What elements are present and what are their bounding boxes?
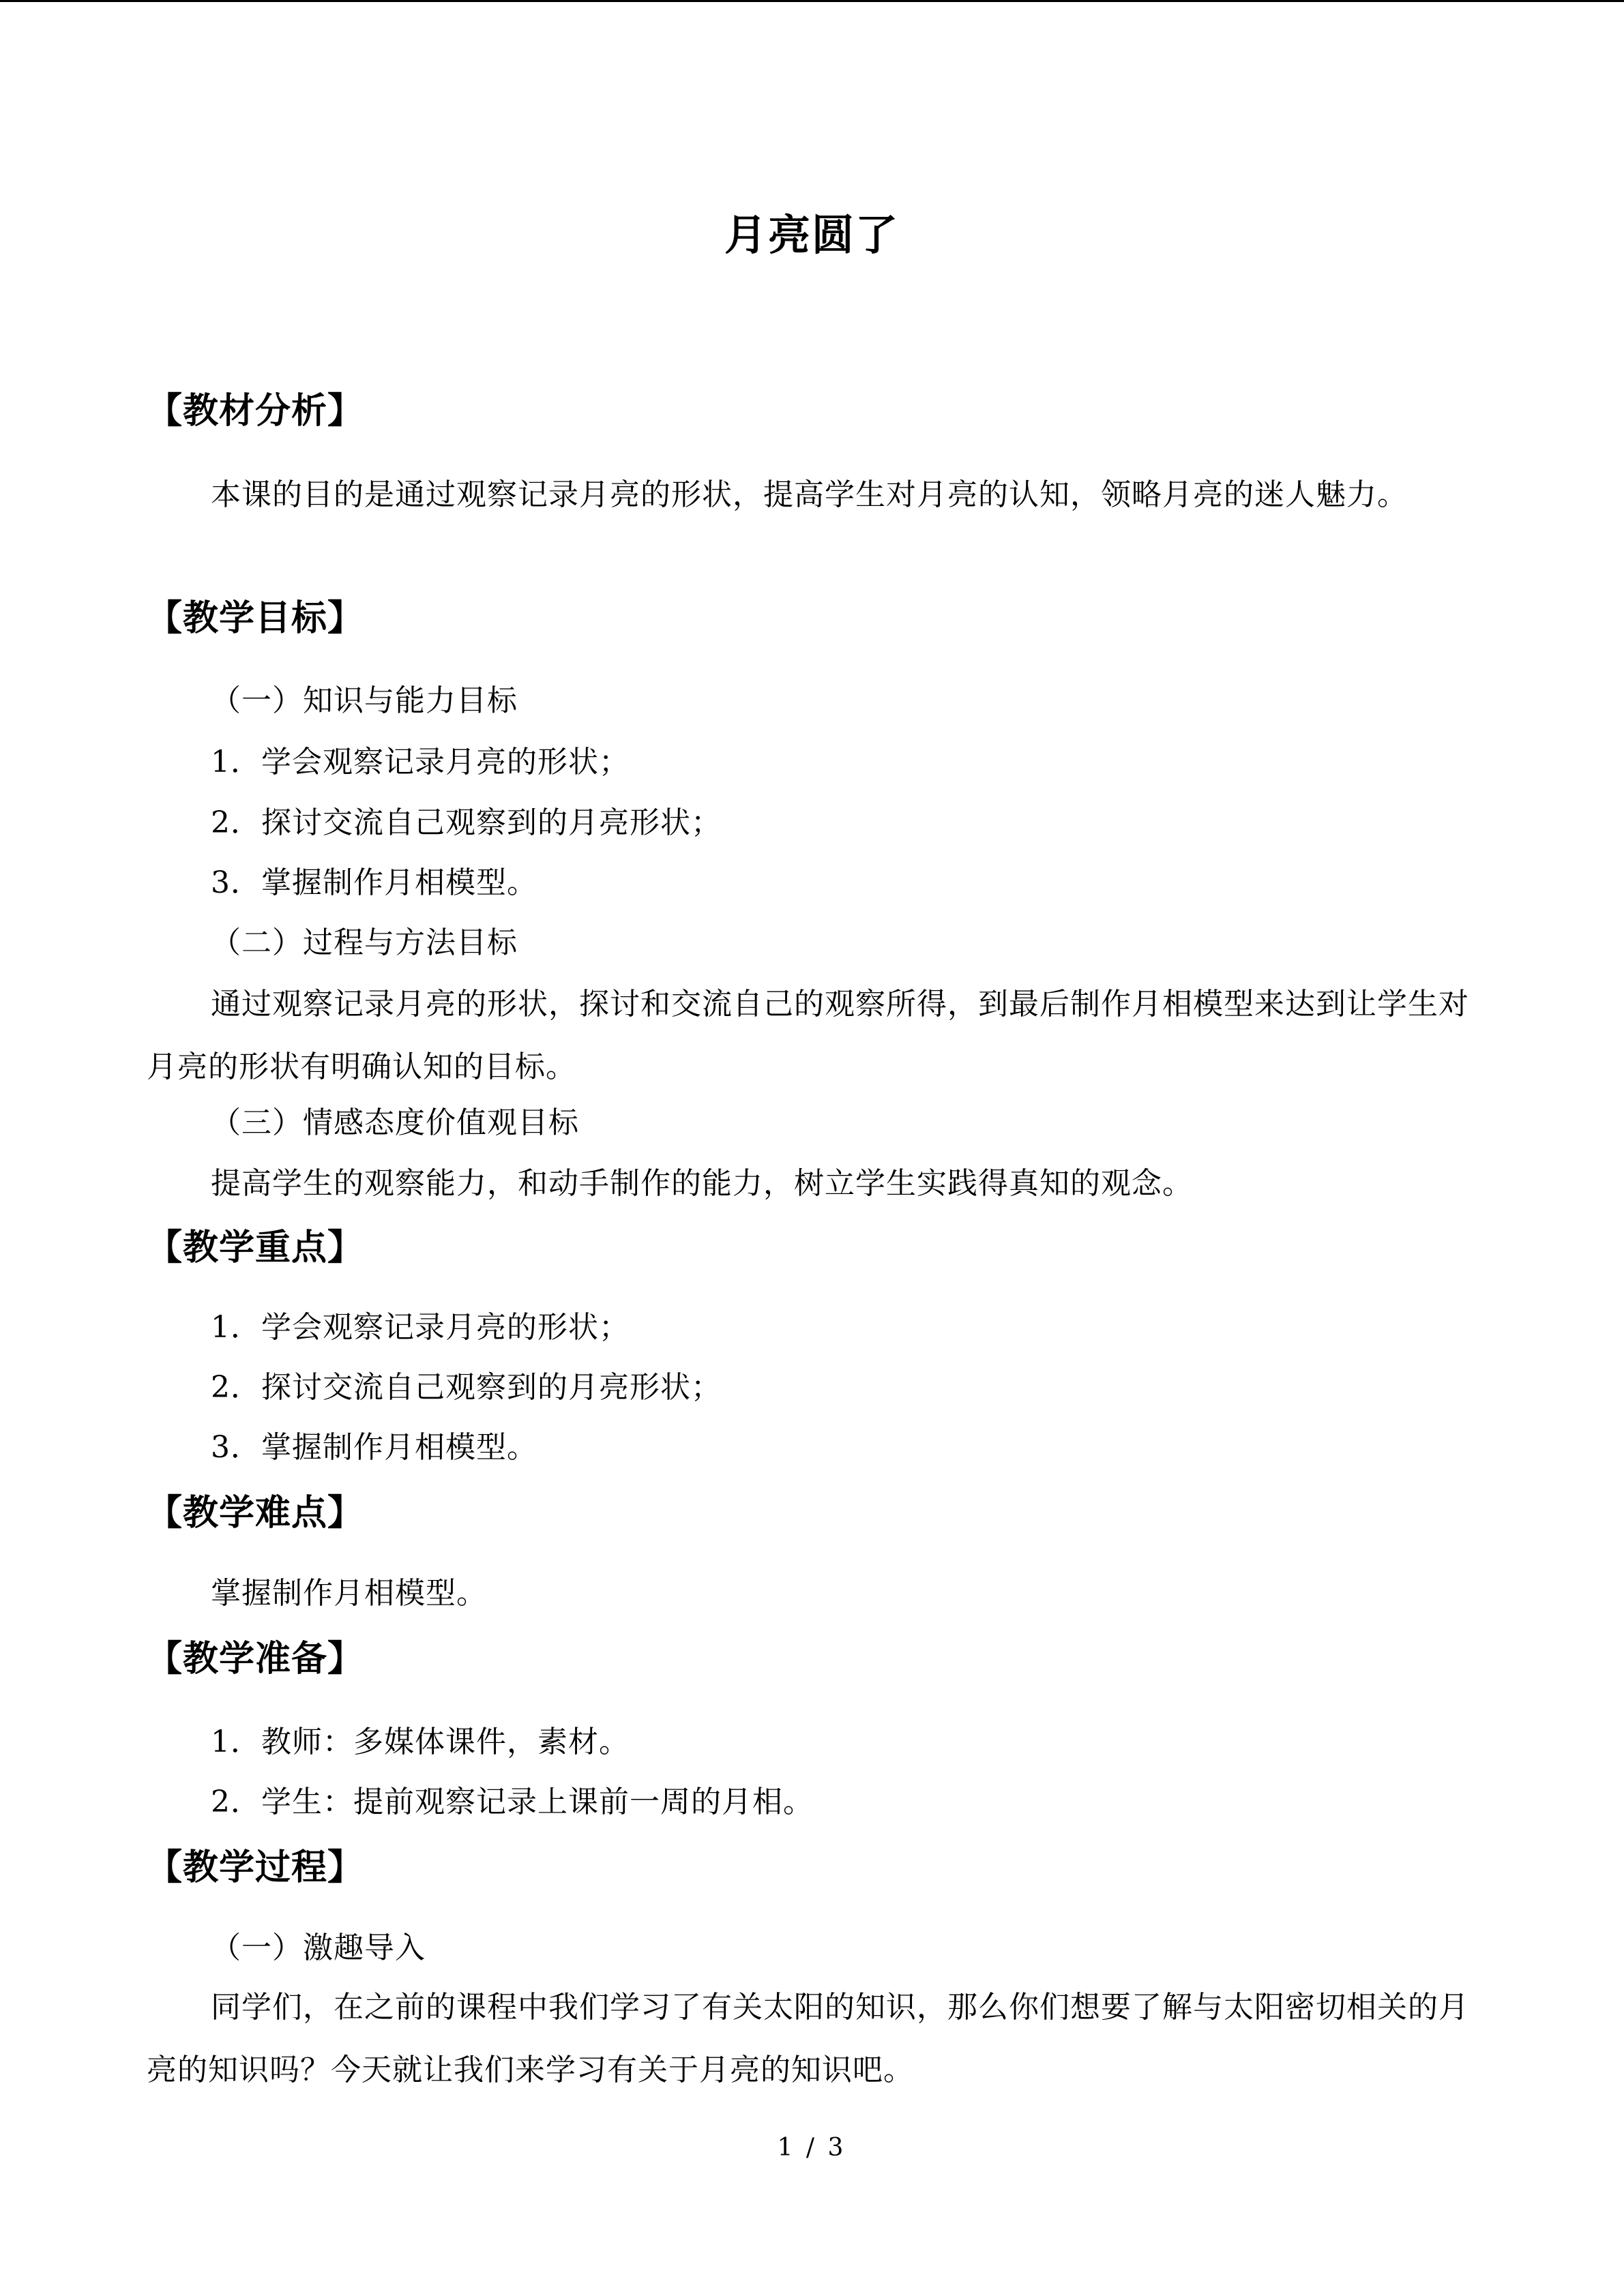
process-text1: 同学们，在之前的课程中我们学习了有关太阳的知识，那么你们想要了解与太阳密切相关的月亮的知识吗？今天就让我们来学习有关于月亮的知识吧。: [147, 1990, 1469, 2087]
objectives-item-2: 2．探讨交流自己观察到的月亮形状；: [211, 805, 722, 840]
objectives-item-1: 1．学会观察记录月亮的形状；: [211, 745, 630, 779]
process-sub1: （一）激趣导入: [211, 1930, 426, 1965]
heading-preparation: 【教学准备】: [147, 1639, 364, 1680]
difficulties-text: 掌握制作月相模型。: [211, 1576, 487, 1611]
objectives-sub2: （二）过程与方法目标: [211, 925, 518, 960]
page-number: 1 / 3: [777, 2134, 846, 2162]
page-top-border: [0, 0, 1624, 2]
document-title: 月亮圆了: [724, 210, 899, 260]
key-point-1: 1．学会观察记录月亮的形状；: [211, 1310, 630, 1345]
heading-objectives: 【教学目标】: [147, 598, 364, 639]
objectives-item-3: 3．掌握制作月相模型。: [211, 865, 537, 900]
heading-analysis: 【教材分析】: [147, 391, 364, 432]
objectives-text3: 提高学生的观察能力，和动手制作的能力，树立学生实践得真知的观念。: [211, 1166, 1193, 1201]
preparation-item-2: 2．学生：提前观察记录上课前一周的月相。: [211, 1785, 814, 1819]
objectives-sub3: （三）情感态度价值观目标: [211, 1105, 579, 1140]
heading-key-points: 【教学重点】: [147, 1227, 364, 1268]
heading-difficulties: 【教学难点】: [147, 1493, 364, 1534]
objectives-text2: 通过观察记录月亮的形状，探讨和交流自己的观察所得，到最后制作月相模型来达到让学生对月亮的形状有明确认知的目标。: [147, 987, 1469, 1084]
heading-process: 【教学过程】: [147, 1847, 364, 1888]
preparation-item-1: 1．教师：多媒体课件，素材。: [211, 1725, 630, 1759]
analysis-text: 本课的目的是通过观察记录月亮的形状，提高学生对月亮的认知，领略月亮的迷人魅力。: [211, 477, 1408, 512]
key-point-3: 3．掌握制作月相模型。: [211, 1430, 537, 1465]
objectives-sub1: （一）知识与能力目标: [211, 683, 518, 718]
key-point-2: 2．探讨交流自己观察到的月亮形状；: [211, 1370, 722, 1405]
